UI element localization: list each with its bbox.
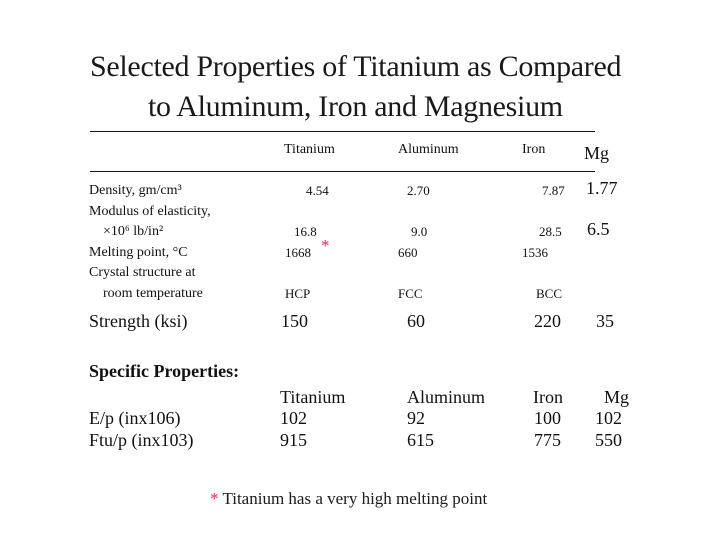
- strength-titanium: 150: [281, 311, 308, 331]
- ep-mg: 102: [595, 408, 622, 428]
- strength-mg: 35: [596, 311, 614, 331]
- ftup-aluminum: 615: [407, 430, 434, 450]
- melting-titanium: 1668: [285, 245, 311, 260]
- modulus-aluminum: 9.0: [411, 224, 428, 239]
- row-label-modulus: Modulus of elasticity,: [89, 204, 211, 219]
- ep-aluminum: 92: [407, 408, 425, 428]
- ep-iron: 100: [534, 408, 561, 428]
- row-label-crystal-temp: room temperature: [103, 286, 203, 301]
- specific-header-aluminum: Aluminum: [407, 387, 486, 407]
- header-mg: Mg: [584, 143, 610, 163]
- density-aluminum: 2.70: [407, 183, 430, 198]
- strength-iron: 220: [534, 311, 561, 331]
- specific-header-iron: Iron: [533, 387, 563, 407]
- modulus-mg: 6.5: [587, 219, 610, 239]
- density-iron: 7.87: [542, 183, 565, 198]
- row-label-ftup: Ftu/p (inx103): [89, 430, 194, 450]
- crystal-aluminum: FCC: [398, 286, 423, 301]
- header-titanium: Titanium: [284, 142, 335, 157]
- row-label-density: Density, gm/cm³: [89, 183, 182, 198]
- slide-title-line1: Selected Properties of Titanium as Compared: [90, 50, 622, 83]
- footnote: [210, 489, 487, 509]
- specific-header-titanium: Titanium: [280, 387, 346, 407]
- ftup-titanium: 915: [280, 430, 307, 450]
- row-label-crystal: Crystal structure at: [89, 265, 196, 280]
- header-iron: Iron: [522, 142, 546, 157]
- crystal-iron: BCC: [536, 286, 563, 301]
- modulus-titanium: 16.8: [294, 224, 317, 239]
- modulus-iron: 28.5: [539, 224, 562, 239]
- slide-title-line2: to Aluminum, Iron and Magnesium: [148, 90, 563, 123]
- ftup-iron: 775: [534, 430, 561, 450]
- footnote-text: * Titanium has a very high melting point: [210, 489, 488, 508]
- melting-asterisk: *: [321, 236, 330, 255]
- crystal-titanium: HCP: [285, 286, 311, 301]
- header-aluminum: Aluminum: [398, 142, 459, 157]
- melting-iron: 1536: [522, 245, 548, 260]
- density-mg: 1.77: [586, 178, 618, 198]
- specific-header-mg: Mg: [604, 387, 630, 407]
- row-label-modulus-units: ×10⁶ lb/in²: [103, 224, 164, 239]
- ep-titanium: 102: [280, 408, 307, 428]
- strength-aluminum: 60: [407, 311, 425, 331]
- melting-aluminum: 660: [398, 245, 418, 260]
- table-top-rule: [90, 131, 595, 132]
- specific-properties-title: Specific Properties:: [89, 361, 240, 381]
- table-header-rule: [90, 171, 595, 172]
- row-label-ep: E/p (inx106): [89, 408, 181, 428]
- row-label-strength: Strength (ksi): [89, 311, 188, 331]
- row-label-melting: Melting point, °C: [89, 245, 188, 260]
- ftup-mg: 550: [595, 430, 622, 450]
- density-titanium: 4.54: [306, 183, 329, 198]
